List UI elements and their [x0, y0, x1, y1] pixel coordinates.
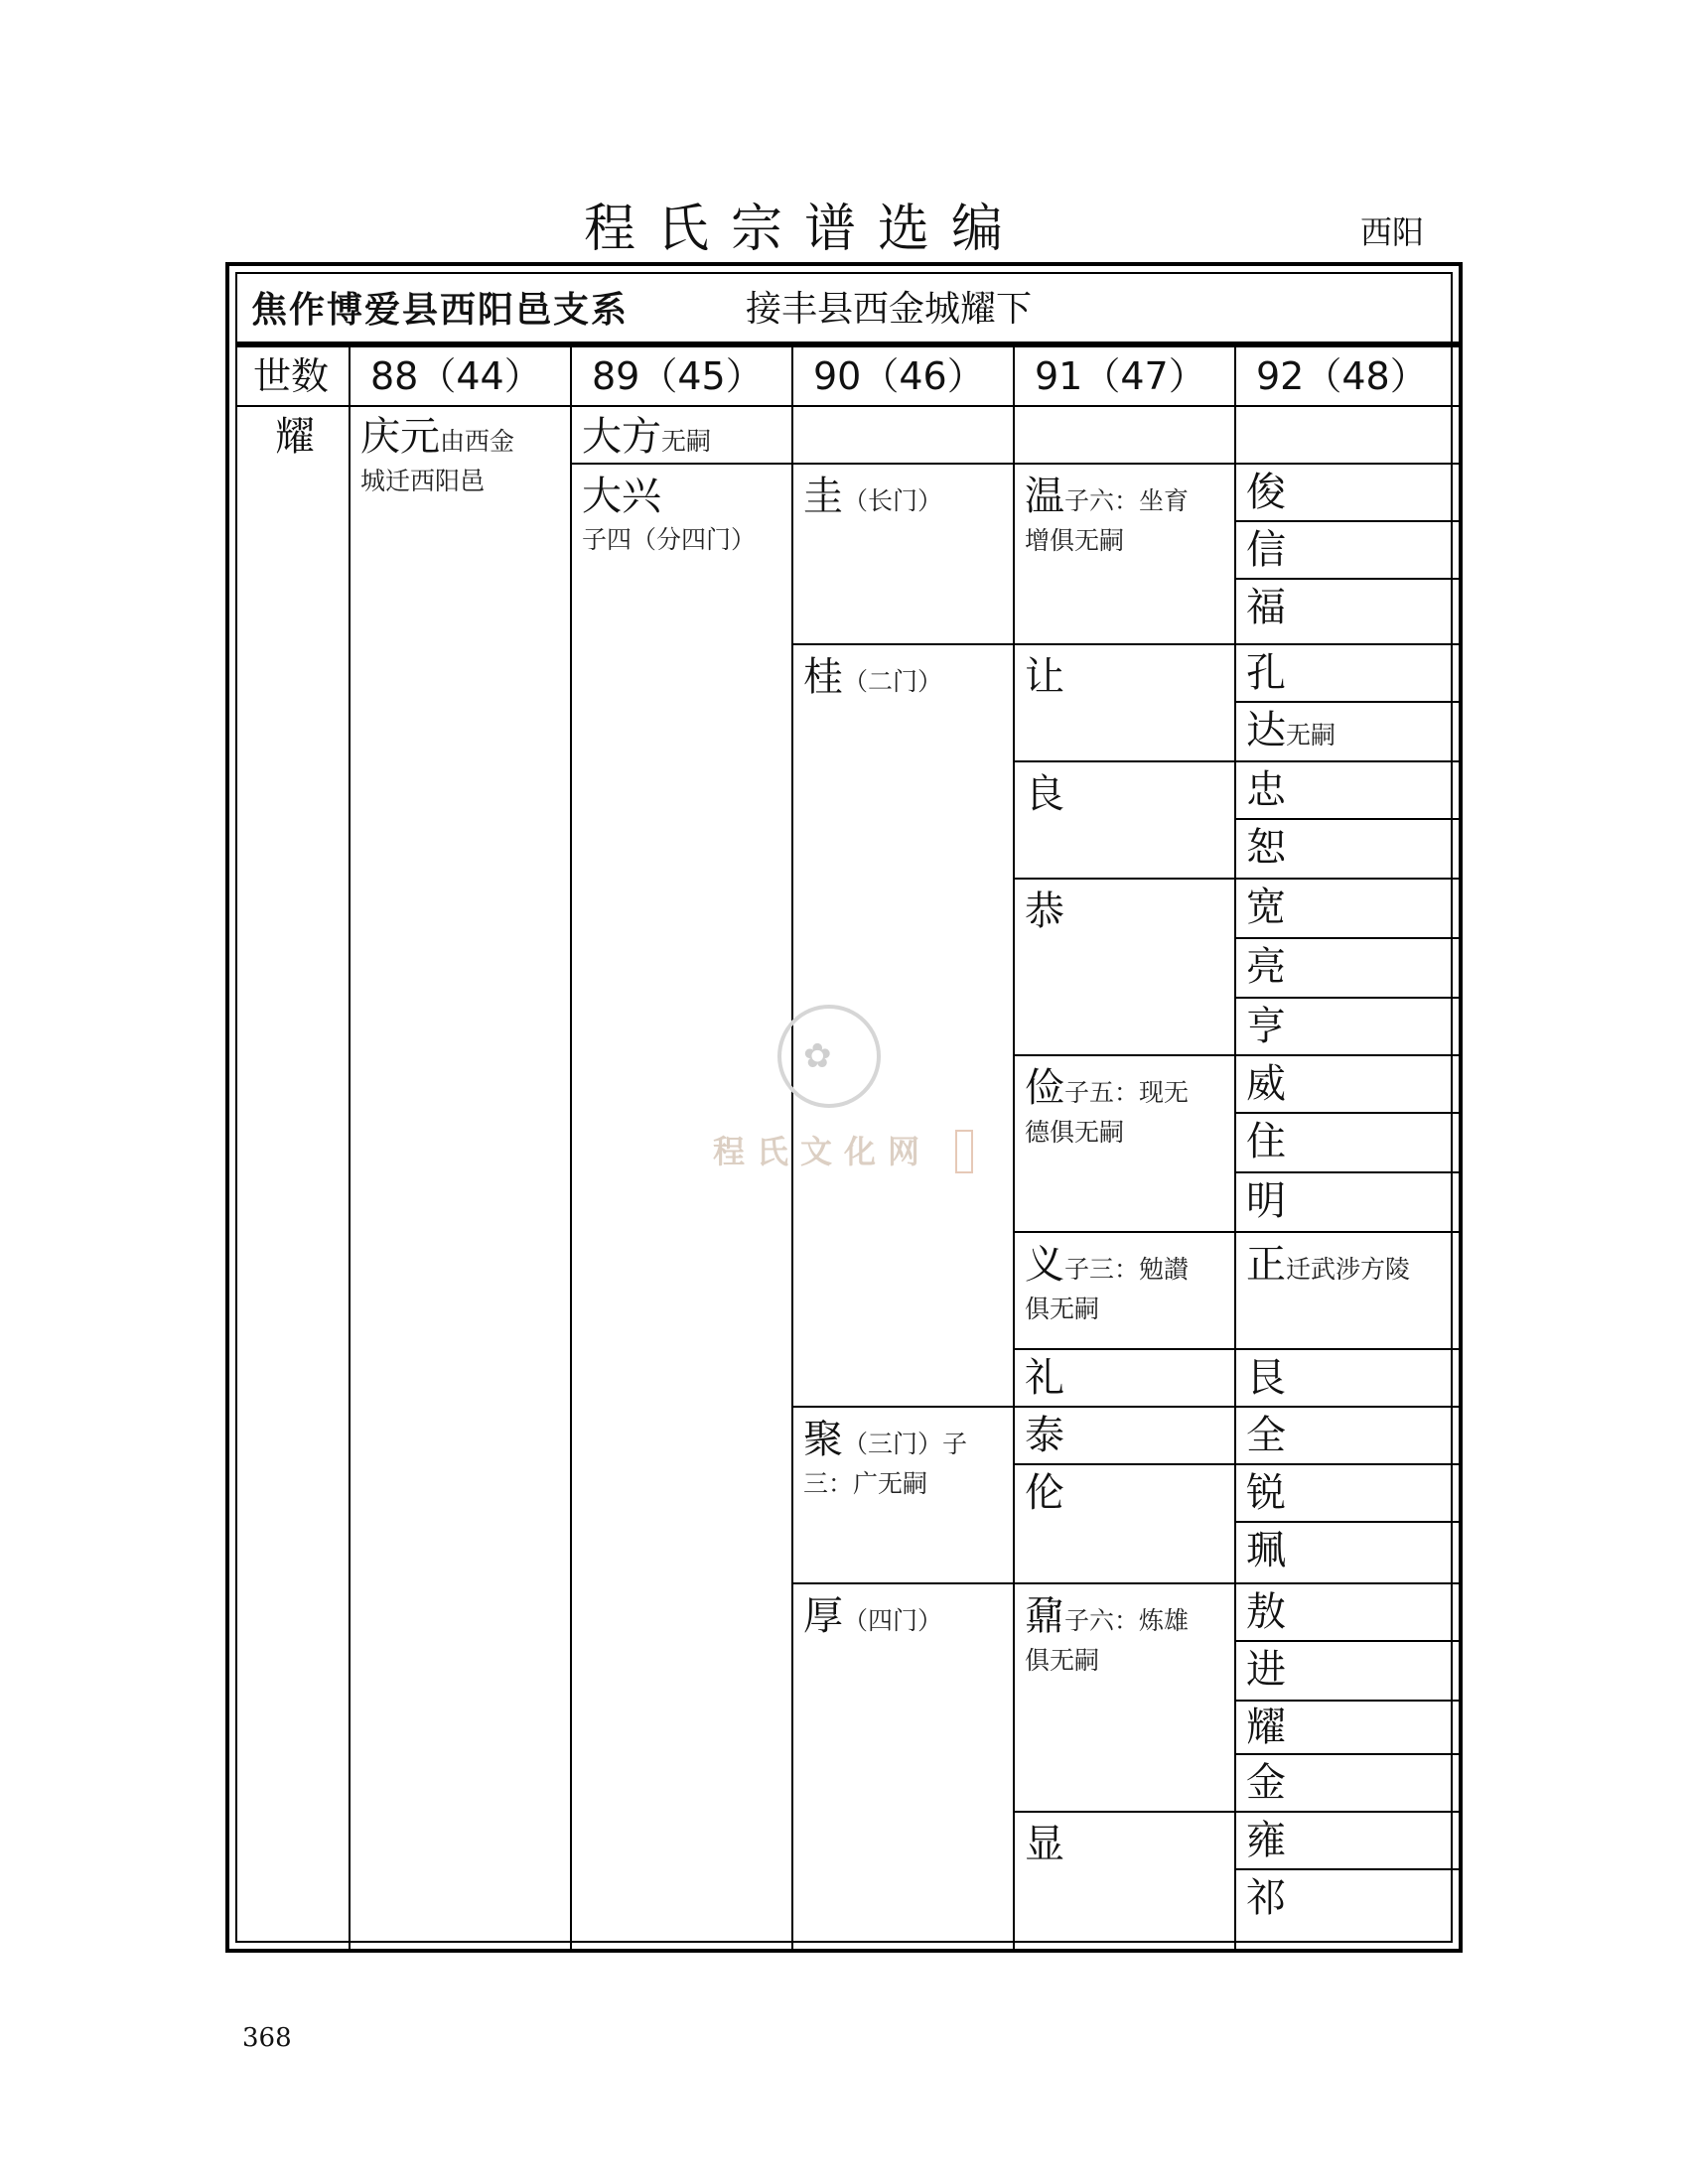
person-name: 艮: [1246, 1355, 1286, 1401]
person-cell-gen92: [1246, 1588, 1455, 1636]
row-divider: [1013, 1811, 1234, 1813]
person-cell-gen91: [1025, 473, 1229, 561]
person-cell-gen92: [1246, 1118, 1455, 1165]
person-cell-gen91: [1025, 1592, 1229, 1681]
ancestor-name: 耀: [275, 414, 315, 460]
person-name: 俭: [1025, 1065, 1064, 1111]
person-name: 进: [1246, 1647, 1286, 1693]
person-cell-gen92: [1246, 1527, 1455, 1574]
person-name: 明: [1246, 1178, 1286, 1224]
row-divider: [1013, 1582, 1234, 1584]
person-name: 耀: [1246, 1705, 1286, 1750]
person-name: 聚: [803, 1417, 843, 1462]
person-name: 温: [1025, 474, 1064, 519]
row-divider: [1234, 701, 1459, 703]
row-divider: [1234, 1868, 1459, 1870]
seal-glyph-icon: ✿: [803, 1036, 832, 1076]
person-name: 敖: [1246, 1589, 1286, 1635]
person-note: 迁武涉方陵: [1286, 1255, 1411, 1284]
row-divider: [1013, 878, 1234, 880]
person-name: 泰: [1025, 1413, 1064, 1458]
branch-name: 焦作博爱县西阳邑支系: [251, 289, 630, 331]
person-name: 伦: [1025, 1470, 1064, 1516]
row-divider: [1013, 760, 1234, 762]
person-cell-gen91: [1025, 770, 1229, 818]
person-cell-gen92: [1246, 824, 1455, 872]
row-divider: [1234, 578, 1459, 580]
person-cell-gen92: [1246, 1060, 1455, 1108]
row-divider: [1013, 1231, 1234, 1233]
person-name: 祁: [1246, 1875, 1286, 1921]
person-cell-gen92: [1246, 766, 1455, 814]
generation-label: 世数: [253, 354, 330, 398]
person-name: 孔: [1246, 650, 1286, 696]
person-name: 锐: [1246, 1470, 1286, 1516]
genealogy-frame: [225, 262, 1463, 1953]
person-name: 金: [1246, 1760, 1286, 1806]
column-header-92: 92（48）: [1256, 354, 1428, 398]
person-name: 庆元: [360, 414, 440, 460]
person-cell-gen92: [1246, 469, 1455, 516]
person-name: 亨: [1246, 1004, 1286, 1049]
person-cell-gen92: [1246, 1874, 1455, 1922]
person-note-line2: 俱无嗣: [1025, 1295, 1100, 1323]
person-cell-gen92: [1246, 649, 1455, 697]
person-cell-gen92: [1246, 1241, 1457, 1290]
person-note: 子六：炼雄: [1064, 1606, 1190, 1635]
row-divider: [1234, 1406, 1459, 1408]
row-divider: [791, 463, 1013, 465]
person-name: 信: [1246, 527, 1286, 573]
person-note-line2: 俱无嗣: [1025, 1646, 1100, 1675]
person-note-line2: 城迁西阳邑: [360, 467, 486, 495]
person-name: 礼: [1025, 1355, 1064, 1401]
header-row-divider: [237, 405, 1459, 407]
column-header-89: 89（45）: [592, 354, 764, 398]
column-divider: [349, 347, 351, 1953]
person-cell-gen92: [1246, 526, 1455, 574]
column-divider: [570, 347, 572, 1953]
person-name: 大兴: [582, 474, 661, 519]
person-name: 义: [1025, 1242, 1064, 1288]
row-divider: [1234, 1054, 1459, 1056]
person-cell-gen89: [582, 473, 786, 560]
column-header-90: 90（46）: [813, 354, 985, 398]
row-divider: [1013, 1463, 1234, 1465]
person-name: 大方: [582, 414, 661, 460]
person-cell-gen91: [1025, 1354, 1229, 1402]
row-divider: [570, 463, 791, 465]
row-divider: [1234, 520, 1459, 522]
genealogy-table: [235, 272, 1453, 1943]
row-divider: [1234, 1521, 1459, 1523]
person-cell-gen91: [1025, 653, 1229, 701]
ancestor-cell: [275, 413, 315, 461]
branch-header: [237, 274, 1459, 347]
person-name: 忠: [1246, 767, 1286, 813]
row-divider: [791, 1582, 1013, 1584]
person-note: （二门）: [843, 667, 943, 696]
column-divider: [1013, 347, 1015, 1953]
person-name: 亮: [1246, 944, 1286, 990]
row-divider: [1234, 1463, 1459, 1465]
column-divider: [1234, 347, 1236, 1953]
row-divider: [1234, 1582, 1459, 1584]
person-name: 恭: [1025, 888, 1064, 934]
row-divider: [1234, 463, 1459, 465]
row-divider: [1234, 878, 1459, 880]
row-divider: [1234, 1700, 1459, 1702]
person-name: 良: [1025, 771, 1064, 817]
person-cell-gen92: [1246, 1759, 1455, 1807]
row-divider: [1013, 463, 1234, 465]
row-divider: [1234, 1231, 1459, 1233]
row-divider: [1234, 1811, 1459, 1813]
watermark-stamp-icon: [955, 1130, 973, 1173]
person-cell-gen91: [1025, 887, 1229, 935]
person-cell-gen92: [1246, 884, 1455, 931]
branch-note: 接丰县西金城耀下: [746, 289, 1033, 330]
person-cell-gen92: [1246, 1646, 1455, 1694]
person-name: 达: [1246, 708, 1286, 753]
person-cell-gen92: [1246, 1704, 1455, 1751]
book-title: 程氏宗谱选编: [583, 200, 1025, 259]
person-cell-gen91: [1025, 1064, 1229, 1153]
person-note: 无嗣: [661, 427, 712, 456]
person-note: 子三：勉讃: [1064, 1255, 1190, 1284]
person-name: 威: [1246, 1061, 1286, 1107]
person-name: 俊: [1246, 470, 1286, 515]
person-note: 子五：现无: [1064, 1078, 1190, 1107]
person-cell-gen92: [1246, 943, 1455, 991]
row-divider: [1234, 1348, 1459, 1350]
person-cell-gen92: [1246, 1177, 1455, 1225]
person-note: （三门）子: [843, 1430, 968, 1458]
column-header-91: 91（47）: [1035, 354, 1206, 398]
watermark-text: 程氏文化网: [713, 1133, 932, 1170]
row-divider: [1234, 1171, 1459, 1173]
person-cell-gen89: [582, 413, 786, 462]
person-name: 让: [1025, 654, 1064, 700]
person-note-line2: 德俱无嗣: [1025, 1118, 1125, 1147]
person-cell-gen91: [1025, 1469, 1229, 1517]
person-note: （四门）: [843, 1606, 943, 1635]
person-name: 宽: [1246, 885, 1286, 930]
person-cell-gen91: [1025, 1821, 1229, 1868]
person-note: 子六：坐育: [1064, 486, 1190, 515]
person-name: 雍: [1246, 1818, 1286, 1863]
person-cell-gen92: [1246, 1354, 1455, 1402]
person-cell-gen90: [803, 653, 1008, 702]
page-number: 368: [242, 2023, 292, 2053]
row-divider: [1234, 760, 1459, 762]
person-cell-gen88: [360, 413, 565, 501]
person-name: 厚: [803, 1593, 843, 1639]
person-note-line2: 子四（分四门）: [582, 525, 757, 554]
person-name: 恕: [1246, 825, 1286, 871]
row-divider: [1234, 937, 1459, 939]
row-divider: [791, 1406, 1013, 1408]
row-divider: [1234, 1640, 1459, 1642]
person-note: 由西金: [440, 427, 515, 456]
person-name: 桂: [803, 654, 843, 700]
person-name: 全: [1246, 1413, 1286, 1458]
person-cell-gen92: [1246, 707, 1455, 755]
person-note: 无嗣: [1286, 721, 1336, 750]
person-name: 正: [1246, 1242, 1286, 1288]
person-cell-gen90: [803, 1592, 1008, 1641]
person-cell-gen90: [803, 473, 1008, 521]
watermark-seal-icon: [777, 1005, 881, 1108]
row-divider: [1234, 643, 1459, 645]
person-cell-gen92: [1246, 1469, 1455, 1517]
section-tag: 西阳: [1360, 213, 1425, 251]
person-cell-gen92: [1246, 1817, 1455, 1864]
column-header-88: 88（44）: [370, 354, 542, 398]
row-divider: [1013, 1348, 1234, 1350]
row-divider: [1234, 1753, 1459, 1755]
person-cell-gen92: [1246, 1003, 1455, 1050]
person-name: 福: [1246, 585, 1286, 630]
person-name: 圭: [803, 474, 843, 519]
person-note-line2: 三：广无嗣: [803, 1469, 928, 1498]
person-note: （长门）: [843, 486, 943, 515]
person-name: 显: [1025, 1822, 1064, 1867]
person-note-line2: 增俱无嗣: [1025, 526, 1125, 555]
person-cell-gen91: [1025, 1412, 1229, 1459]
row-divider: [791, 643, 1013, 645]
person-cell-gen92: [1246, 584, 1455, 631]
row-divider: [1234, 818, 1459, 820]
row-divider: [1234, 1112, 1459, 1114]
row-divider: [1234, 997, 1459, 999]
person-cell-gen91: [1025, 1241, 1229, 1329]
row-divider: [1013, 1406, 1234, 1408]
person-name: 住: [1246, 1119, 1286, 1164]
person-cell-gen92: [1246, 1412, 1455, 1459]
row-divider: [1013, 643, 1234, 645]
row-divider: [1013, 1054, 1234, 1056]
person-name: 鼐: [1025, 1593, 1064, 1639]
person-cell-gen90: [803, 1416, 1008, 1504]
person-name: 珮: [1246, 1528, 1286, 1573]
